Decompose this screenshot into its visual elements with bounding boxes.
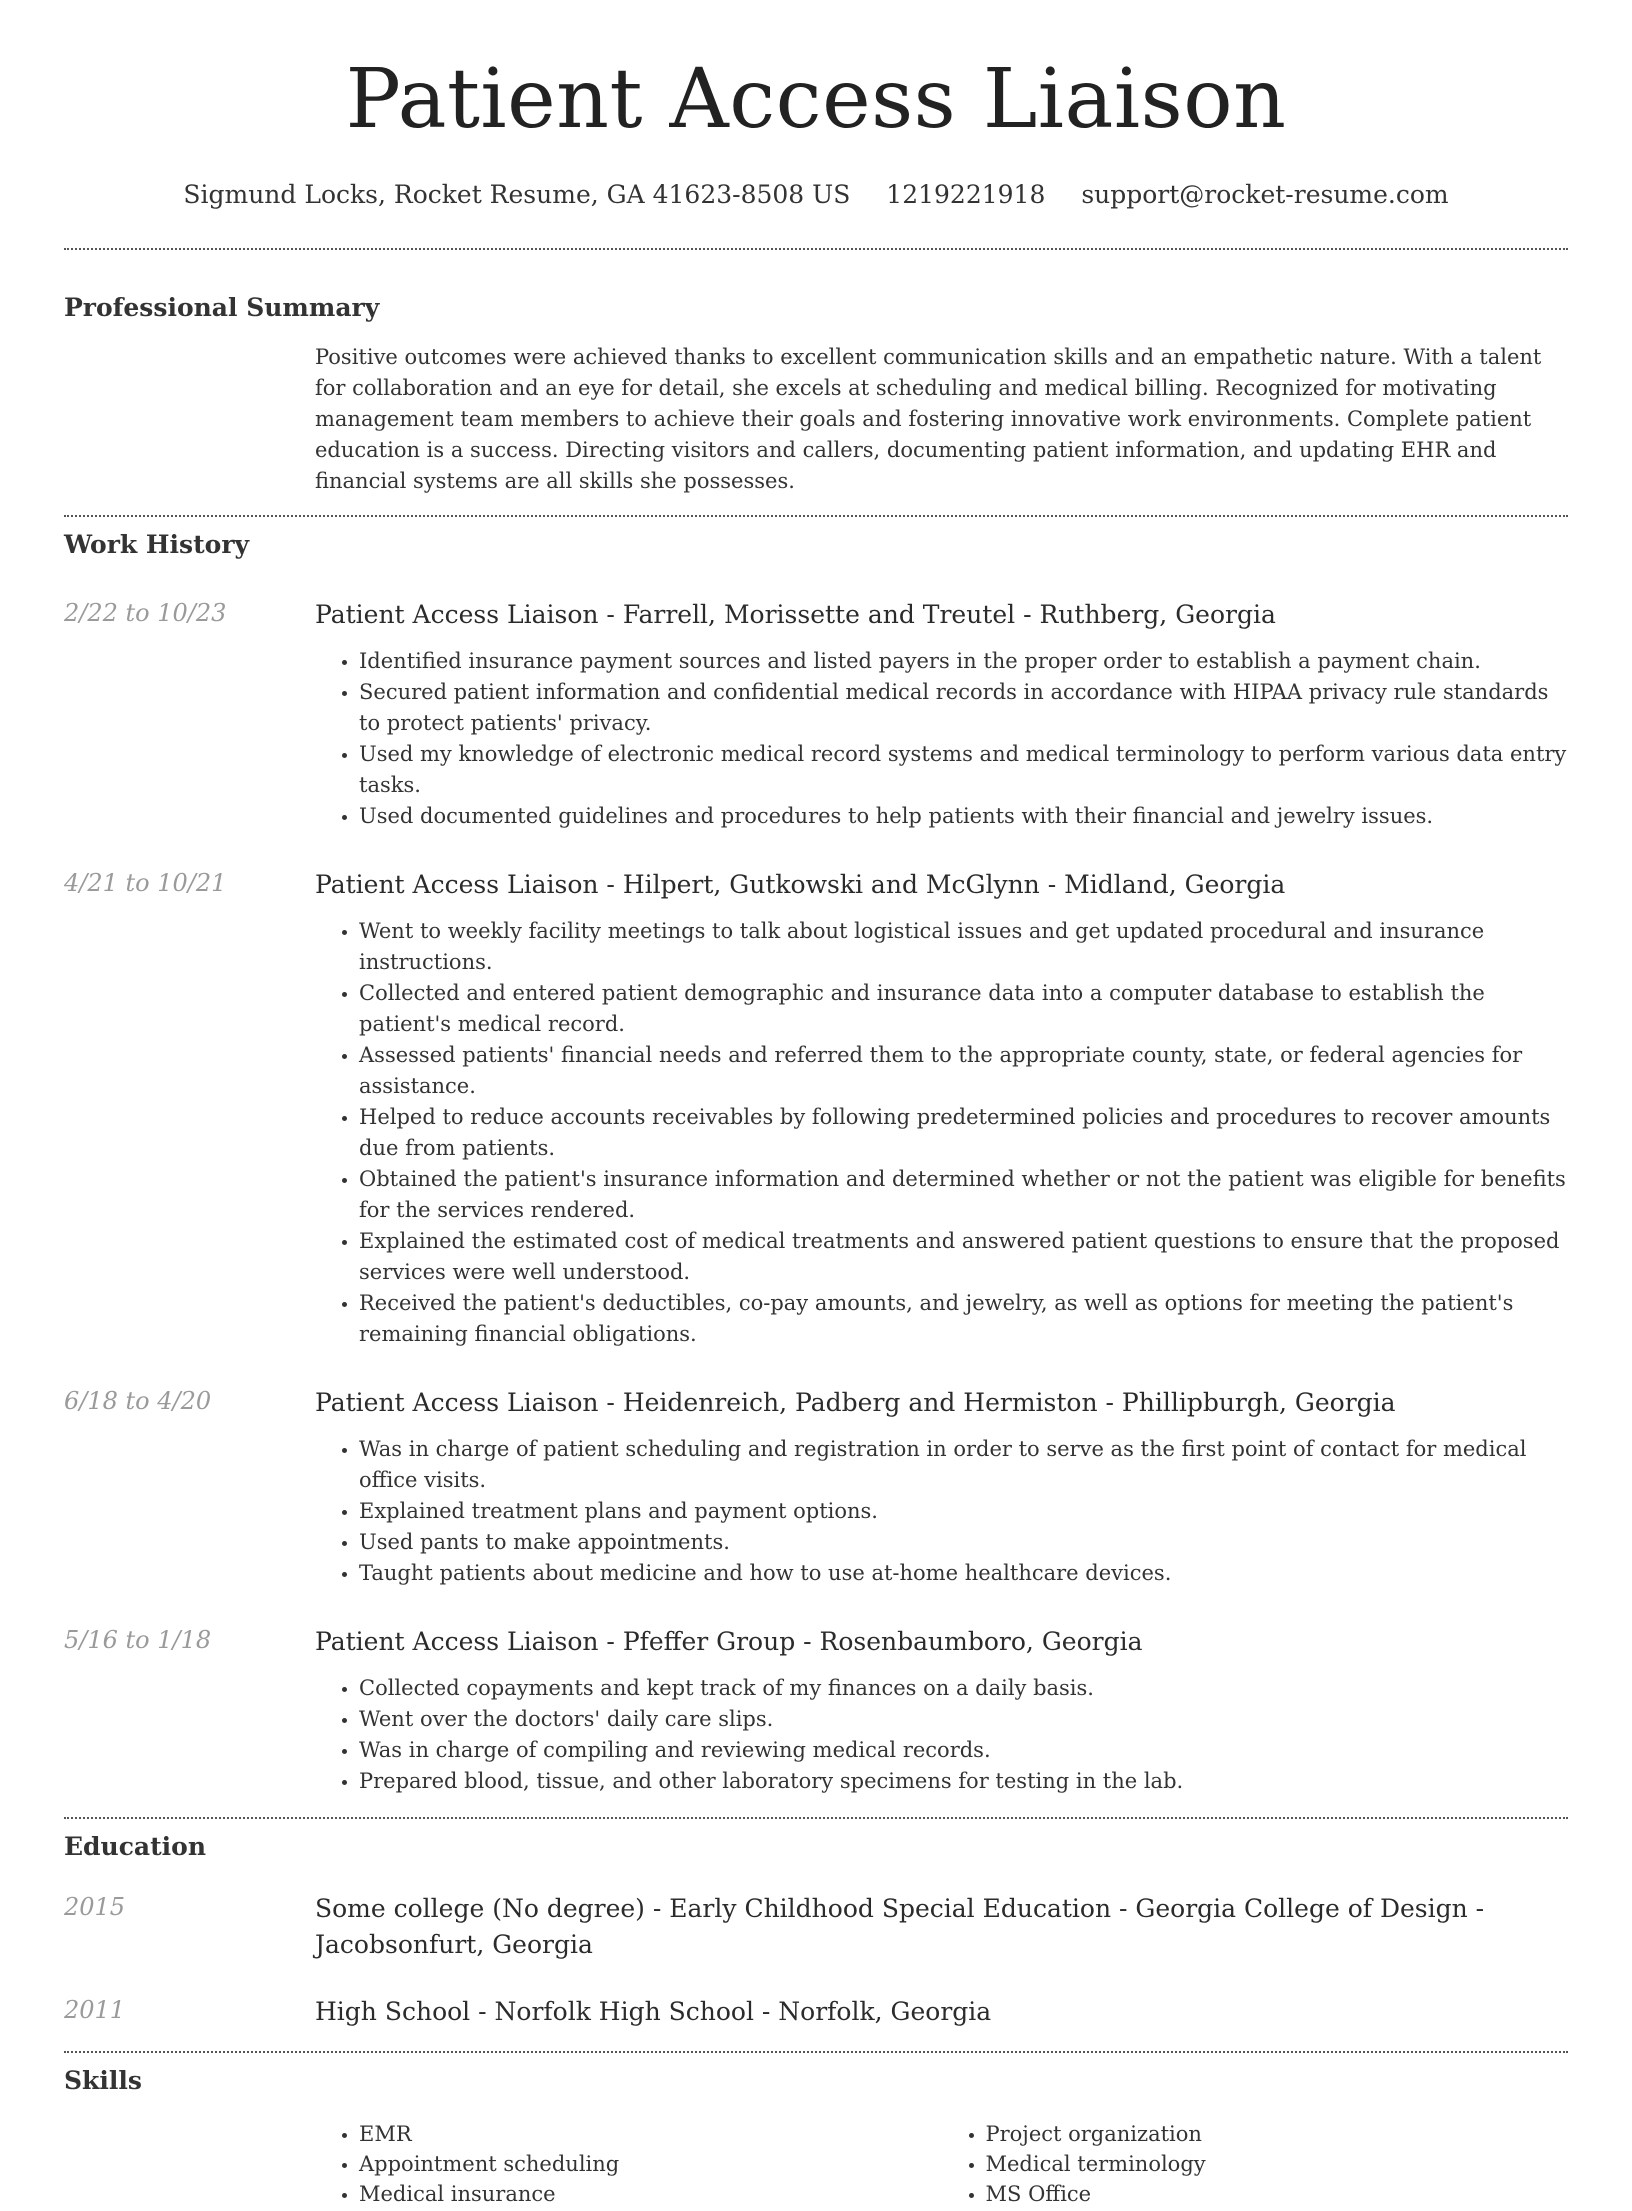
work-bullet: • Received the patient's deductibles, co-pay amounts, and jewelry, as well as options for meeting the patient's remaining financial obligations. [359,1288,1568,1350]
work-entry [64,1624,1568,1797]
work-bullet: • Collected and entered patient demographic and insurance data into a computer database to establish the patient's medical record. [359,978,1568,1040]
work-bullets [359,1673,1568,1797]
work-bullet: • Explained the estimated cost of medical treatments and answered patient questions to ensure that the proposed services were well understood. [359,1226,1568,1288]
skill-item: • EMR [359,2119,942,2149]
resume-name: Patient Access Liaison [345,52,1287,147]
section-title-skills: Skills [64,2066,142,2095]
work-bullet: • Helped to reduce accounts receivables by following predetermined policies and procedures to recover amounts due from patients. [359,1102,1568,1164]
work-bullet: • Collected copayments and kept track of my finances on a daily basis. [359,1673,1568,1704]
section-title-summary: Professional Summary [64,293,380,322]
work-bullet: • Identified insurance payment sources and listed payers in the proper order to establish a payment chain. [359,646,1568,677]
work-bullet: • Obtained the patient's insurance information and determined whether or not the patient was eligible for benefits for the services rendered. [359,1164,1568,1226]
work-bullet: • Explained treatment plans and payment options. [359,1496,1568,1527]
skill-item: • Project organization [986,2119,1569,2149]
skill-item: • Medical terminology [986,2149,1569,2179]
education-heading: Some college (No degree) - Early Childhood Special Education - Georgia College of Design - Jacobsonfurt, Georgia [315,1894,1485,1959]
work-entry [64,597,1568,832]
work-dates: 6/18 to 4/20 [64,1387,212,1415]
divider [64,1817,1568,1819]
work-dates: 2/22 to 10/23 [64,599,227,627]
work-bullet: • Used my knowledge of electronic medical record systems and medical terminology to perform various data entry tasks. [359,739,1568,801]
work-heading: Patient Access Liaison - Heidenreich, Padberg and Hermiston - Phillipburgh, Georgia [315,1388,1396,1417]
work-dates: 4/21 to 10/21 [64,869,227,897]
work-bullet: • Was in charge of compiling and reviewing medical records. [359,1735,1568,1766]
work-bullet: • Prepared blood, tissue, and other laboratory specimens for testing in the lab. [359,1766,1568,1797]
skill-item: • Appointment scheduling [359,2149,942,2179]
work-bullet: • Used documented guidelines and procedures to help patients with their financial and jewelry issues. [359,801,1568,832]
work-bullets [359,646,1568,832]
work-bullet: • Taught patients about medicine and how to use at-home healthcare devices. [359,1558,1568,1589]
education-year: 2011 [64,1996,126,2024]
section-title-work-history: Work History [64,530,250,559]
work-bullet: • Assessed patients' financial needs and referred them to the appropriate county, state, or federal agencies for assistance. [359,1040,1568,1102]
contact-phone: 1219221918 [886,180,1046,209]
work-bullets [359,916,1568,1350]
work-entry [64,867,1568,1350]
divider [64,248,1568,250]
divider [64,515,1568,517]
work-bullets [359,1434,1568,1589]
work-bullet: • Went to weekly facility meetings to talk about logistical issues and get updated procedural and insurance instructions. [359,916,1568,978]
work-dates: 5/16 to 1/18 [64,1626,212,1654]
work-bullet: • Went over the doctors' daily care slips. [359,1704,1568,1735]
education-entry [64,1891,1568,1963]
skills-column-left [315,2119,942,2209]
resume-page [64,0,1568,2209]
skill-item: • Medical insurance [359,2179,942,2209]
skills-list [315,2119,1568,2209]
work-bullet: • Was in charge of patient scheduling and registration in order to serve as the first point of contact for medical office visits. [359,1434,1568,1496]
work-entry [64,1385,1568,1589]
skill-item: • MS Office [986,2179,1569,2209]
work-bullet: • Used pants to make appointments. [359,1527,1568,1558]
divider [64,2051,1568,2053]
contact-line [64,178,1568,212]
education-entry [64,1994,1568,2029]
work-bullet: • Secured patient information and confidential medical records in accordance with HIPAA privacy rule standards to protect patients' privacy. [359,677,1568,739]
summary-text: Positive outcomes were achieved thanks to excellent communication skills and an empathetic nature. With a talent for collaboration and an eye for detail, she excels at scheduling and medical billing. Recognized for motivating management team members to achieve their goals and fostering innovative work environments. Complete patient education is a success. Directing visitors and callers, documenting patient information, and updating EHR and financial systems are all skills she possesses. [315,345,1542,493]
skills-column-right [942,2119,1569,2209]
work-heading: Patient Access Liaison - Pfeffer Group - Rosenbaumboro, Georgia [315,1627,1143,1656]
contact-address: Sigmund Locks, Rocket Resume, GA 41623-8508 US [183,180,851,209]
work-heading: Patient Access Liaison - Farrell, Morissette and Treutel - Ruthberg, Georgia [315,600,1276,629]
education-year: 2015 [64,1893,126,1921]
section-title-education: Education [64,1832,207,1861]
work-heading: Patient Access Liaison - Hilpert, Gutkowski and McGlynn - Midland, Georgia [315,870,1286,899]
education-heading: High School - Norfolk High School - Norfolk, Georgia [315,1997,992,2026]
contact-email: support@rocket-resume.com [1081,180,1449,209]
